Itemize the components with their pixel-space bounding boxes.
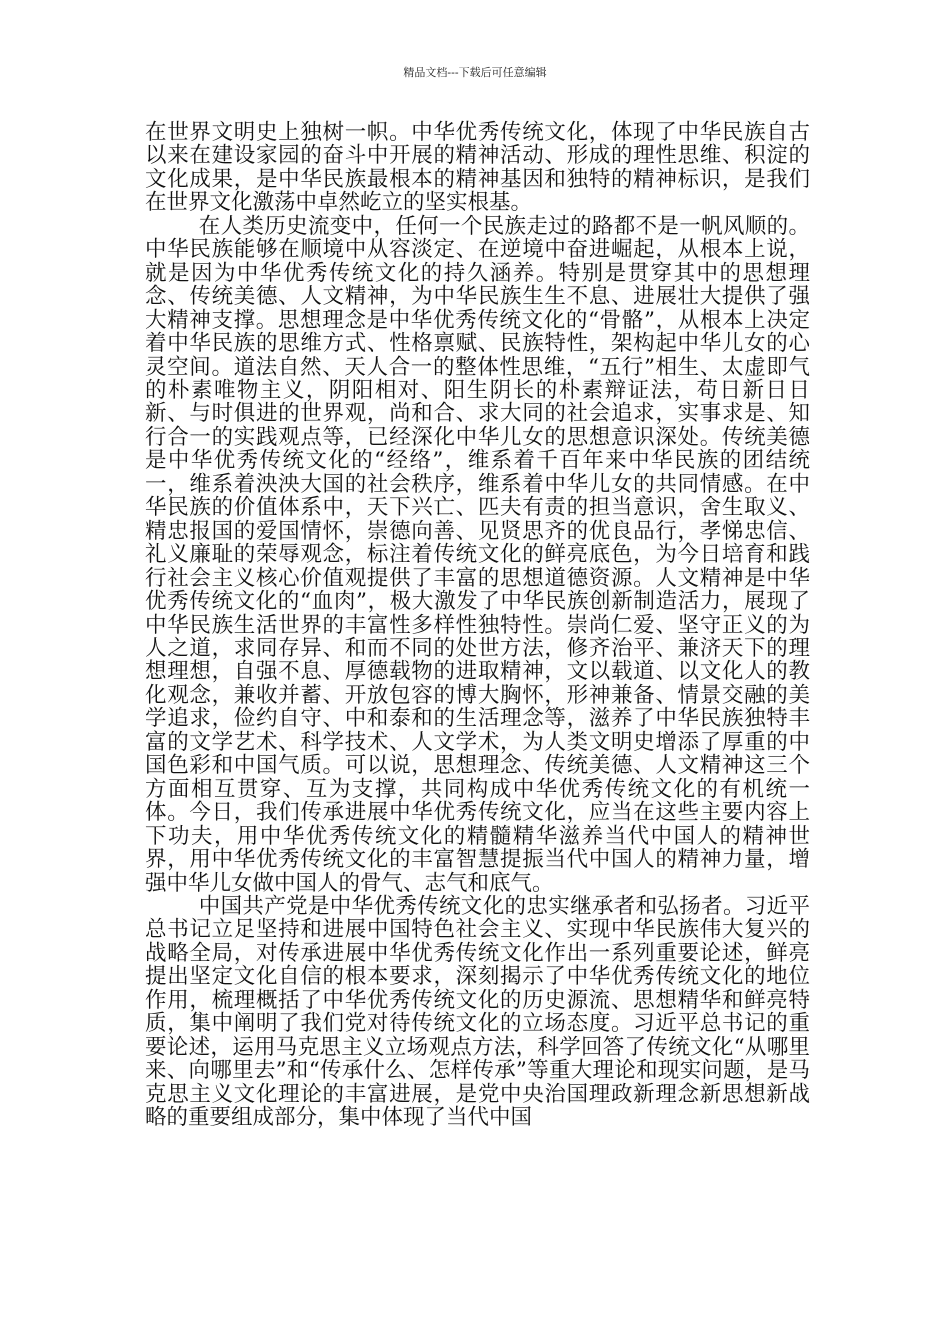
paragraph-1: 在世界文明史上独树一帜。中华优秀传统文化，体现了中华民族自古以来在建设家园的奋斗中开展的精神活动、形成的理性思维、积淀的文化成果，是中华民族最根本的精神基因和独特的精神标识，是我们在世界文化激荡中卓然屹立的坚实根基。: [145, 120, 810, 216]
paragraph-2: 在人类历史流变中，任何一个民族走过的路都不是一帆风顺的。中华民族能够在顺境中从容淡定、在逆境中奋进崛起，从根本上说，就是因为中华优秀传统文化的持久涵养。特别是贯穿其中的思想理念、传统美德、人文精神，为中华民族生生不息、进展壮大提供了强大精神支撑。思想理念是中华优秀传统文化的“骨骼”，从根本上决定着中华民族的思维方式、性格禀赋、民族特性，架构起中华儿女的心灵空间。道法自然、天人合一的整体性思维，“五行”相生、太虚即气的朴素唯物主义，阴阳相对、阳生阴长的朴素辩证法，苟日新日日新、与时俱进的世界观，尚和合、求大同的社会追求，实事求是、知行合一的实践观点等，已经深化中华儿女的思想意识深处。传统美德是中华优秀传统文化的“经络”，维系着千百年来中华民族的团结统一，维系着泱泱大国的社会秩序，维系着中华儿女的共同情感。在中华民族的价值体系中，天下兴亡、匹夫有责的担当意识，舍生取义、精忠报国的爱国情怀，崇德向善、见贤思齐的优良品行，孝悌忠信、礼义廉耻的荣辱观念，标注着传统文化的鲜亮底色，为今日培育和践行社会主义核心价值观提供了丰富的思想道德资源。人文精神是中华优秀传统文化的“血肉”，极大激发了中华民族创新制造活力，展现了中华民族生活世界的丰富性多样性独特性。崇尚仁爱、坚守正义的为人之道，求同存异、和而不同的处世方法，修齐治平、兼济天下的理想理想，自强不息、厚德载物的进取精神，文以载道、以文化人的教化观念，兼收并蓄、开放包容的博大胸怀，形神兼备、情景交融的美学追求，俭约自守、中和泰和的生活理念等，滋养了中华民族独特丰富的文学艺术、科学技术、人文学术，为人类文明史增添了厚重的中国色彩和中国气质。可以说，思想理念、传统美德、人文精神这三个方面相互贯穿、互为支撑，共同构成中华优秀传统文化的有机统一体。今日，我们传承进展中华优秀传统文化，应当在这些主要内容上下功夫，用中华优秀传统文化的精髓精华滋养当代中国人的精神世界，用中华优秀传统文化的丰富智慧提振当代中国人的精神力量，增强中华儿女做中国人的骨气、志气和底气。: [145, 213, 810, 896]
page-header: 精品文档---下载后可任意编辑: [403, 66, 547, 79]
paragraph-3: 中国共产党是中华优秀传统文化的忠实继承者和弘扬者。习近平总书记立足坚持和进展中国特色社会主义、实现中华民族伟大复兴的战略全局，对传承进展中华优秀传统文化作出一系列重要论述，鲜亮提出坚定文化自信的根本要求，深刻揭示了中华优秀传统文化的地位作用，梳理概括了中华优秀传统文化的历史源流、思想精华和鲜亮特质，集中阐明了我们党对待传统文化的立场态度。习近平总书记的重要论述，运用马克思主义立场观点方法，科学回答了传统文化“从哪里来、向哪里去”和“传承什么、怎样传承”等重大理论和现实问题，是马克思主义文化理论的丰富进展，是党中央治国理政新理念新思想新战略的重要组成部分，集中体现了当代中国: [145, 893, 810, 1131]
document-body: [145, 121, 810, 1129]
